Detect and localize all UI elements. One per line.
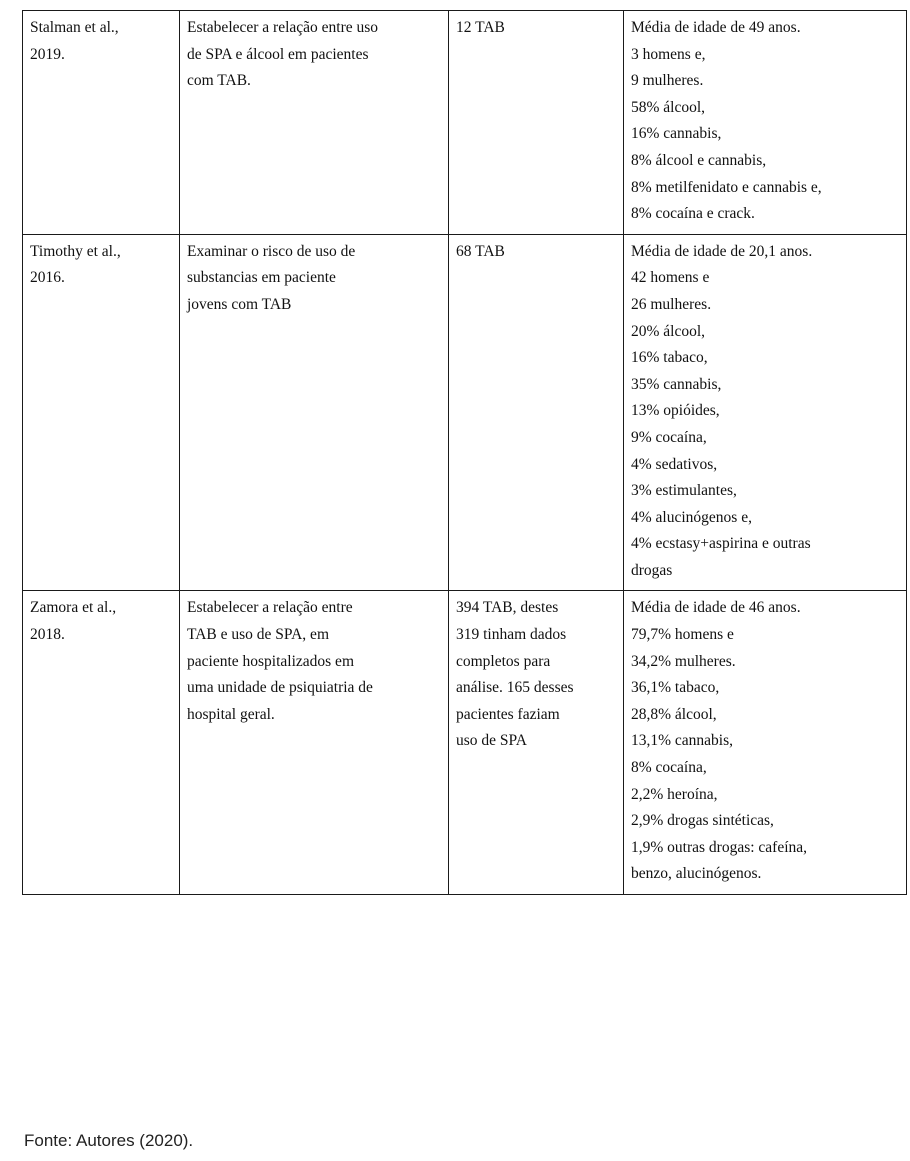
cell-text-line: 34,2% mulheres.	[631, 652, 736, 670]
cell-text-line: 36,1% tabaco,	[631, 679, 720, 697]
cell-text-line: 2,2% heroína,	[631, 785, 718, 803]
cell-text-line: 8% álcool e cannabis,	[631, 151, 767, 169]
cell-text-line: Média de idade de 20,1 anos.	[631, 242, 813, 260]
cell-text-line: com TAB.	[187, 72, 251, 90]
cell-text-line: 35% cannabis,	[631, 375, 722, 393]
cell-text-line: 9% cocaína,	[631, 428, 707, 446]
sample-cell	[449, 11, 624, 235]
cell-text-line: paciente hospitalizados em	[187, 652, 354, 670]
study-cell	[23, 11, 180, 235]
cell-text-line: Examinar o risco de uso de	[187, 242, 356, 260]
cell-text-line: 8% metilfenidato e cannabis e,	[631, 178, 822, 196]
studies-table-container	[22, 10, 906, 895]
source-caption: Fonte: Autores (2020).	[24, 1131, 194, 1150]
cell-text-line: 2019.	[30, 45, 65, 63]
results-cell	[624, 11, 907, 235]
cell-text-line: Estabelecer a relação entre uso	[187, 19, 379, 36]
cell-text-line: 12 TAB	[456, 19, 505, 36]
cell-text-line: 3 homens e,	[631, 45, 706, 63]
objective-cell	[180, 11, 449, 235]
cell-text-line: benzo, alucinógenos.	[631, 865, 762, 883]
cell-text-line: 13% opióides,	[631, 402, 720, 420]
cell-text-line: 42 homens e	[631, 269, 710, 287]
cell-text-line: 20% álcool,	[631, 322, 706, 340]
cell-text-line: 2018.	[30, 626, 65, 644]
cell-text-line: 16% cannabis,	[631, 125, 722, 143]
cell-text-line: Estabelecer a relação entre	[187, 599, 353, 617]
cell-text-line: 2,9% drogas sintéticas,	[631, 812, 774, 830]
objective-cell	[180, 234, 449, 591]
objective-cell	[180, 591, 449, 895]
cell-text-line: hospital geral.	[187, 705, 275, 723]
study-cell	[23, 234, 180, 591]
cell-text-line: uso de SPA	[456, 732, 527, 750]
cell-text-line: drogas	[631, 561, 673, 579]
cell-text-line: 58% álcool,	[631, 98, 706, 116]
table-row	[23, 11, 907, 235]
studies-table	[22, 10, 907, 895]
cell-text-line: 8% cocaína,	[631, 759, 707, 777]
cell-text-line: 8% cocaína e crack.	[631, 205, 755, 223]
cell-text-line: 1,9% outras drogas: cafeína,	[631, 838, 808, 856]
cell-text-line: 9 mulheres.	[631, 72, 704, 90]
cell-text-line: 319 tinham dados	[456, 626, 567, 644]
cell-text-line: substancias em paciente	[187, 269, 336, 287]
study-cell	[23, 591, 180, 895]
cell-text-line: 26 mulheres.	[631, 295, 712, 313]
cell-text-line: Zamora et al.,	[30, 599, 117, 617]
cell-text-line: Média de idade de 49 anos.	[631, 19, 801, 36]
cell-text-line: análise. 165 desses	[456, 679, 574, 697]
table-row	[23, 234, 907, 591]
cell-text-line: 68 TAB	[456, 242, 505, 260]
cell-text-line: Média de idade de 46 anos.	[631, 599, 801, 617]
cell-text-line: 2016.	[30, 269, 65, 287]
table-row	[23, 591, 907, 895]
cell-text-line: 4% sedativos,	[631, 455, 718, 473]
sample-cell	[449, 234, 624, 591]
cell-text-line: 16% tabaco,	[631, 349, 708, 367]
cell-text-line: 3% estimulantes,	[631, 482, 737, 500]
cell-text-line: 28,8% álcool,	[631, 705, 717, 723]
cell-text-line: completos para	[456, 652, 551, 670]
cell-text-line: 394 TAB, destes	[456, 599, 559, 617]
results-cell	[624, 591, 907, 895]
cell-text-line: pacientes faziam	[456, 705, 560, 723]
cell-text-line: 79,7% homens e	[631, 626, 734, 644]
cell-text-line: 4% ecstasy+aspirina e outras	[631, 535, 811, 553]
cell-text-line: Timothy et al.,	[30, 242, 121, 260]
cell-text-line: Stalman et al.,	[30, 19, 119, 36]
results-cell	[624, 234, 907, 591]
cell-text-line: de SPA e álcool em pacientes	[187, 45, 369, 63]
table-body	[23, 11, 907, 895]
cell-text-line: uma unidade de psiquiatria de	[187, 679, 373, 697]
cell-text-line: 4% alucinógenos e,	[631, 508, 752, 526]
sample-cell	[449, 591, 624, 895]
cell-text-line: 13,1% cannabis,	[631, 732, 734, 750]
cell-text-line: jovens com TAB	[187, 295, 292, 313]
cell-text-line: TAB e uso de SPA, em	[187, 626, 329, 644]
